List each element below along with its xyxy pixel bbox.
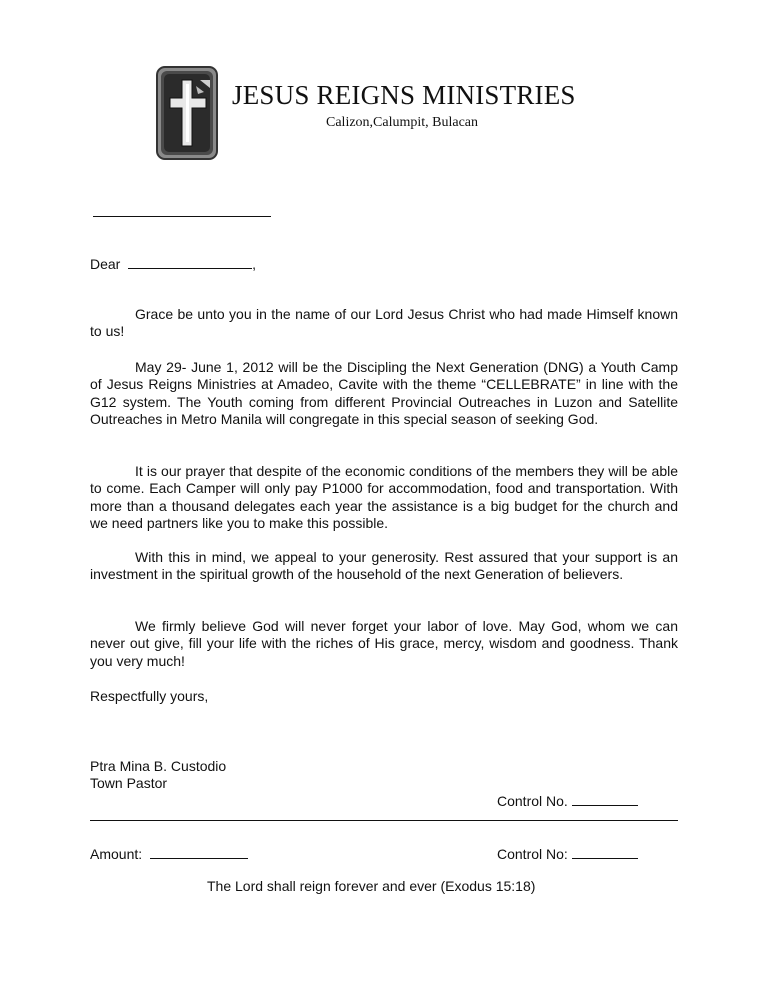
salutation-name-field[interactable]	[128, 255, 252, 269]
recipient-blank-field[interactable]	[93, 203, 271, 221]
control-number-field-bottom[interactable]	[572, 845, 638, 859]
control-number-label-top: Control No.	[497, 793, 568, 809]
amount-field[interactable]	[150, 845, 248, 859]
control-number-top	[497, 792, 638, 810]
signer-title: Town Pastor	[90, 775, 168, 791]
footer-verse: The Lord shall reign forever and ever (Exodus 15:18)	[207, 878, 536, 894]
letter-paragraph-4: With this in mind, we appeal to your generosity. Rest assured that your support is an investment in the spiritual growth of the household of the next Generation of believers.	[90, 549, 678, 583]
salutation: Dear ,	[90, 256, 257, 272]
salutation-dear: Dear	[90, 256, 121, 272]
cut-line-divider	[90, 820, 678, 821]
ministry-logo-icon	[156, 66, 218, 160]
signer-name: Ptra Mina B. Custodio	[90, 758, 227, 774]
control-number-field-top[interactable]	[572, 792, 638, 806]
letter-paragraph-5: We firmly believe God will never forget your labor of love. May God, whom we can never out give, fill your life with the riches of His grace, mercy, wisdom and goodness. Thank you very much!	[90, 618, 678, 669]
amount-label: Amount:	[90, 846, 143, 862]
organization-address: Calizon,Calumpit, Bulacan	[326, 115, 479, 130]
organization-name: JESUS REIGNS MINISTRIES	[232, 80, 576, 110]
control-number-label-bottom: Control No:	[497, 846, 568, 862]
amount-row	[90, 845, 248, 863]
letter-paragraph-2: May 29- June 1, 2012 will be the Discipling the Next Generation (DNG) a Youth Camp of Jesus Reigns Ministries at Amadeo, Cavite with the theme “CELLEBRATE” in line with the G12 system. The Youth coming from different Provincial Outreaches in Luzon and Satellite Outreaches in Metro Manila will congregate in this special season of seeking God.	[90, 359, 678, 427]
letter-paragraph-3: It is our prayer that despite of the economic conditions of the members they will be able to come. Each Camper will only pay P1000 for accommodation, food and transportation. With more than a thousand delegates each year the assistance is a big budget for the church and we need partners like you to make this possible.	[90, 463, 678, 531]
valediction: Respectfully yours,	[90, 688, 209, 704]
letter-paragraph-1: Grace be unto you in the name of our Lord Jesus Christ who had made Himself known to us!	[90, 306, 678, 340]
control-number-bottom	[497, 845, 638, 863]
